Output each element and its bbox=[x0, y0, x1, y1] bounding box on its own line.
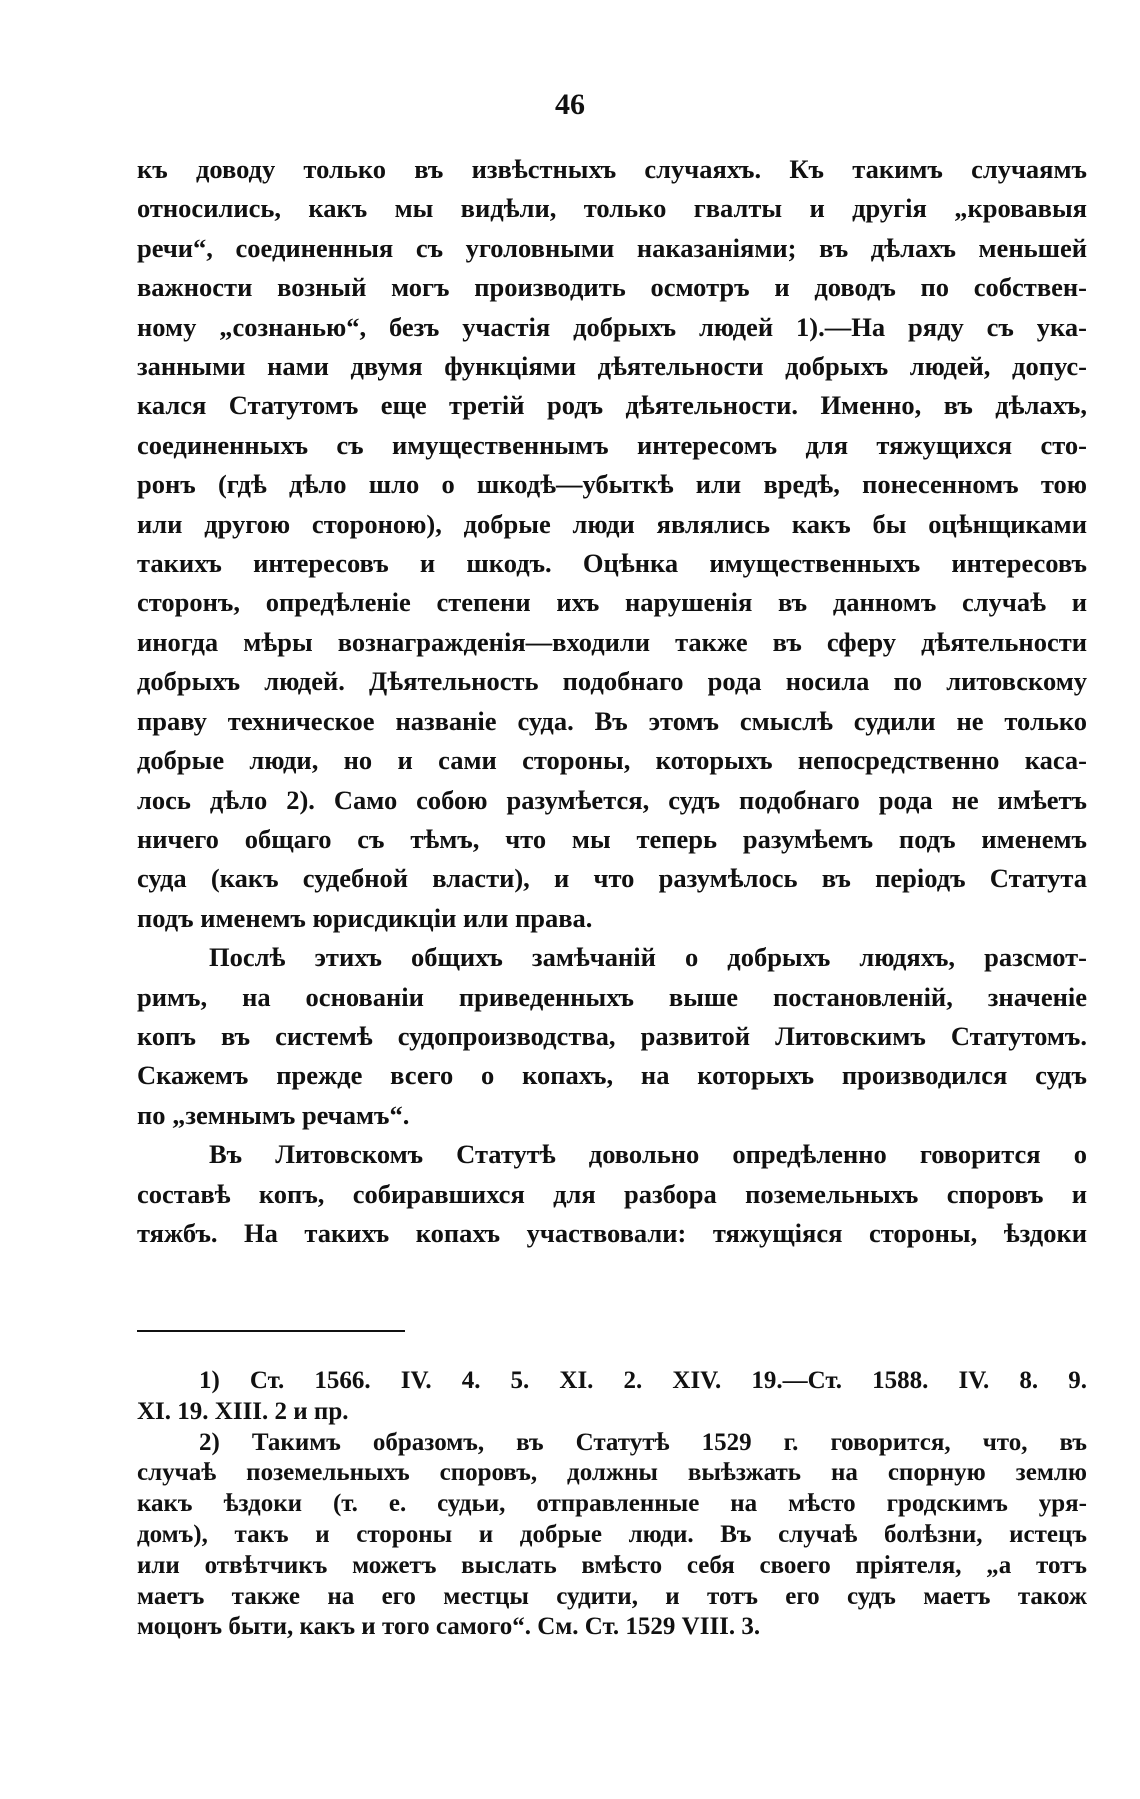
footnote-line: 2) Такимъ образомъ, въ Статутѣ 1529 г. говорится, что, въ bbox=[199, 1428, 1087, 1456]
body-line: занными нами двумя функціями дѣятельности добрыхъ людей, допус- bbox=[137, 351, 1087, 382]
body-line: ронъ (гдѣ дѣло шло о шкодѣ—убыткѣ или вредѣ, понесенномъ тою bbox=[137, 469, 1087, 500]
body-line: копъ въ системѣ судопроизводства, развитой Литовскимъ Статутомъ. bbox=[137, 1020, 1087, 1051]
body-line: такихъ интересовъ и шкодъ. Оцѣнка имущественныхъ интересовъ bbox=[137, 548, 1087, 579]
body-line: речи“, соединенныя съ уголовными наказаніями; въ дѣлахъ меньшей bbox=[137, 232, 1087, 263]
footnote-line: случаѣ поземельныхъ споровъ, должны выѣзжать на спорную землю bbox=[137, 1459, 1087, 1487]
body-line: римъ, на основаніи приведенныхъ выше постановленій, значеніе bbox=[137, 981, 1087, 1012]
body-line: суда (какъ судебной власти), и что разумѣлось въ періодъ Статута bbox=[137, 863, 1087, 894]
footnote-line: 1) Ст. 1566. IV. 4. 5. XI. 2. XIV. 19.—Ст. 1588. IV. 8. 9. bbox=[199, 1367, 1087, 1394]
body-line: относились, какъ мы видѣли, только гвалты и другія „кровавыя bbox=[137, 193, 1087, 224]
body-line: къ доводу только въ извѣстныхъ случаяхъ. Къ такимъ случаямъ bbox=[137, 154, 1087, 184]
body-line: добрые люди, но и сами стороны, которыхъ непосредственно каса- bbox=[137, 745, 1087, 776]
body-line: ному „сознанью“, безъ участія добрыхъ людей 1).—На ряду съ ука- bbox=[137, 311, 1087, 342]
footnote-line: домъ), такъ и стороны и добрые люди. Въ случаѣ болѣзни, истецъ bbox=[137, 1520, 1087, 1548]
body-line: сторонъ, опредѣленіе степени ихъ нарушенія въ данномъ случаѣ и bbox=[137, 587, 1087, 618]
footnote-line: или отвѣтчикъ можетъ выслать вмѣсто себя своего пріятеля, „а тотъ bbox=[137, 1551, 1087, 1579]
body-line: кался Статутомъ еще третій родъ дѣятельности. Именно, въ дѣлахъ, bbox=[137, 390, 1087, 421]
body-line: добрыхъ людей. Дѣятельность подобнаго рода носила по литовскому bbox=[137, 666, 1087, 697]
page-number: 46 bbox=[555, 88, 585, 121]
body-line: праву техническое названіе суда. Въ этомъ смыслѣ судили не только bbox=[137, 705, 1087, 736]
footnote-line: XI. 19. XIII. 2 и пр. bbox=[137, 1397, 349, 1425]
body-line: ничего общаго съ тѣмъ, что мы теперь разумѣемъ подъ именемъ bbox=[137, 823, 1087, 854]
body-text bbox=[137, 150, 1087, 1253]
footnotes bbox=[137, 1366, 1087, 1643]
footnote-divider bbox=[137, 1330, 405, 1332]
body-line: Скажемъ прежде всего о копахъ, на которыхъ производился судъ bbox=[137, 1060, 1087, 1091]
body-line: по „земнымъ речамъ“. bbox=[137, 1099, 410, 1130]
footnote-line: какъ ѣздоки (т. е. судьи, отправленные на мѣсто гродскимъ уря- bbox=[137, 1490, 1087, 1518]
footnote-line: моцонъ быти, какъ и того самого“. См. Ст. 1529 VIII. 3. bbox=[137, 1613, 761, 1641]
body-line: Въ Литовскомъ Статутѣ довольно опредѣленно говорится о bbox=[209, 1139, 1087, 1170]
body-line: лось дѣло 2). Само собою разумѣется, судъ подобнаго рода не имѣетъ bbox=[137, 784, 1087, 815]
body-line: соединенныхъ съ имущественнымъ интересомъ для тяжущихся сто- bbox=[137, 429, 1087, 460]
body-line: иногда мѣры вознагражденія—входили также въ сферу дѣятельности bbox=[137, 626, 1087, 657]
body-line: или другою стороною), добрые люди являлись какъ бы оцѣнщиками bbox=[137, 508, 1087, 539]
footnote-line: маетъ также на его местцы судити, и тотъ его судъ маетъ також bbox=[137, 1582, 1087, 1610]
body-line: Послѣ этихъ общихъ замѣчаній о добрыхъ людяхъ, разсмот- bbox=[209, 942, 1087, 973]
body-line: составѣ копъ, собиравшихся для разбора поземельныхъ споровъ и bbox=[137, 1178, 1087, 1209]
body-line: тяжбъ. На такихъ копахъ участвовали: тяжущіяся стороны, ѣздоки bbox=[137, 1217, 1087, 1248]
body-line: важности возный могъ производить осмотръ и доводъ по собствен- bbox=[137, 272, 1087, 303]
body-line: подъ именемъ юрисдикціи или права. bbox=[137, 902, 593, 933]
